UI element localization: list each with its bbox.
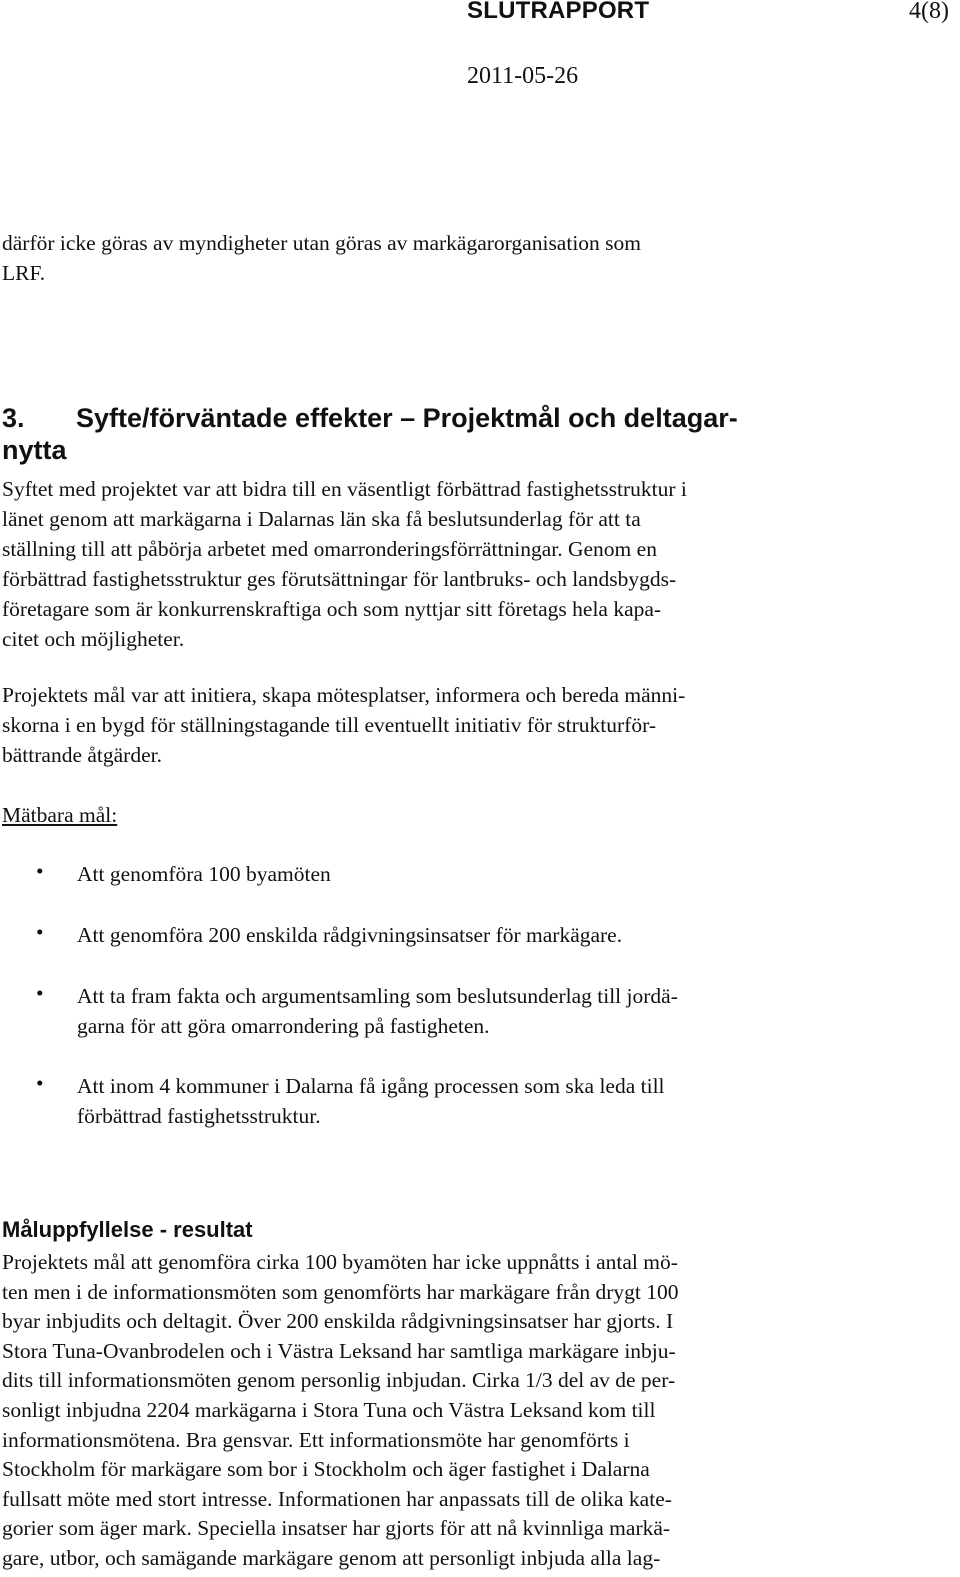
goal-paragraph (2, 680, 952, 770)
bullet-icon: • (36, 981, 44, 1005)
list-item-line: Att ta fram fakta och argumentsamling som beslutsunderlag till jordä- (77, 984, 678, 1008)
paragraph-line: Stockholm för markägare som bor i Stockholm och äger fastighet i Dalarna (2, 1457, 650, 1482)
paragraph-line: byar inbjudits och deltagit. Över 200 enskilda rådgivningsinsatser har gjorts. I (2, 1309, 674, 1334)
page-number: 4(8) (909, 0, 949, 24)
list-item-line: Att genomföra 200 enskilda rådgivningsinsatser för markägare. (77, 923, 623, 947)
section-heading-line: nytta (2, 435, 67, 465)
paragraph-line: Syftet med projektet var att bidra till en väsentligt förbättrad fastighetsstruktur i (2, 477, 687, 501)
paragraph-line: Projektets mål att genomföra cirka 100 byamöten har icke uppnåtts i antal mö- (2, 1250, 678, 1274)
measurable-goals-label: Mätbara mål: (2, 803, 118, 827)
section-heading-line: Syfte/förväntade effekter – Projektmål och deltagar- (76, 403, 738, 433)
list-item-line: Att inom 4 kommuner i Dalarna få igång processen som ska leda till (77, 1074, 665, 1098)
purpose-paragraph (2, 474, 952, 654)
paragraph-line: ten men i de informationsmöten som genomförts har markägare från drygt 100 (2, 1279, 679, 1304)
list-item-line: garna för att göra omarrondering på fastigheten. (77, 1014, 490, 1038)
report-title: SLUTRAPPORT (467, 0, 650, 24)
paragraph-line: skorna i en bygd för ställningstagande till eventuellt initiativ för strukturför- (2, 713, 656, 737)
paragraph-line: ställning till att påbörja arbetet med omarronderingsförrättningar. Genom en (2, 537, 657, 561)
paragraph-line: fullsatt möte med stort intresse. Informationen har anpassats till de olika kate- (2, 1486, 672, 1511)
paragraph-line: förbättrad fastighetsstruktur ges förutsättningar för lantbruks- och landsbygds- (2, 567, 677, 591)
bullet-icon: • (36, 920, 44, 944)
paragraph-line: sonligt inbjudna 2204 markägarna i Stora Tuna och Västra Leksand kom till (2, 1397, 656, 1422)
paragraph-line: gare, utbor, och samägande markägare genom att personligt inbjuda alla lag- (2, 1545, 661, 1570)
paragraph-line: bättrande åtgärder. (2, 743, 162, 767)
paragraph-line: gorier som äger mark. Speciella insatser har gjorts för att nå kvinnliga markä- (2, 1516, 671, 1541)
results-heading: Måluppfyllelse - resultat (2, 1217, 253, 1242)
section-heading (2, 402, 822, 466)
paragraph-line: informationsmötena. Bra gensvar. Ett informationsmöte har genomförts i (2, 1427, 630, 1452)
intro-paragraph (2, 228, 952, 288)
intro-line: LRF. (2, 261, 46, 285)
report-date: 2011-05-26 (467, 63, 579, 89)
paragraph-line: länet genom att markägarna i Dalarnas län ska få beslutsunderlag för att ta (2, 507, 641, 531)
paragraph-line: citet och möjligheter. (2, 627, 185, 651)
list-item (77, 920, 937, 950)
section-number: 3. (2, 403, 25, 433)
paragraph-line: dits till informationsmöten genom personlig inbjudan. Cirka 1/3 del av de per- (2, 1368, 676, 1393)
list-item-line: förbättrad fastighetsstruktur. (77, 1104, 321, 1128)
list-item (77, 1071, 937, 1131)
results-paragraph (2, 1248, 952, 1574)
list-item-line: Att genomföra 100 byamöten (77, 862, 331, 886)
paragraph-line: företagare som är konkurrenskraftiga och som nyttjar sitt företags hela kapa- (2, 597, 662, 621)
bullet-icon: • (36, 859, 44, 883)
bullet-icon: • (36, 1071, 44, 1095)
intro-line: därför icke göras av myndigheter utan göras av markägarorganisation som (2, 231, 642, 255)
paragraph-line: Stora Tuna-Ovanbrodelen och i Västra Leksand har samtliga markägare inbju- (2, 1338, 676, 1363)
list-item (77, 981, 937, 1041)
list-item (77, 859, 937, 889)
paragraph-line: Projektets mål var att initiera, skapa mötesplatser, informera och bereda männi- (2, 683, 686, 707)
